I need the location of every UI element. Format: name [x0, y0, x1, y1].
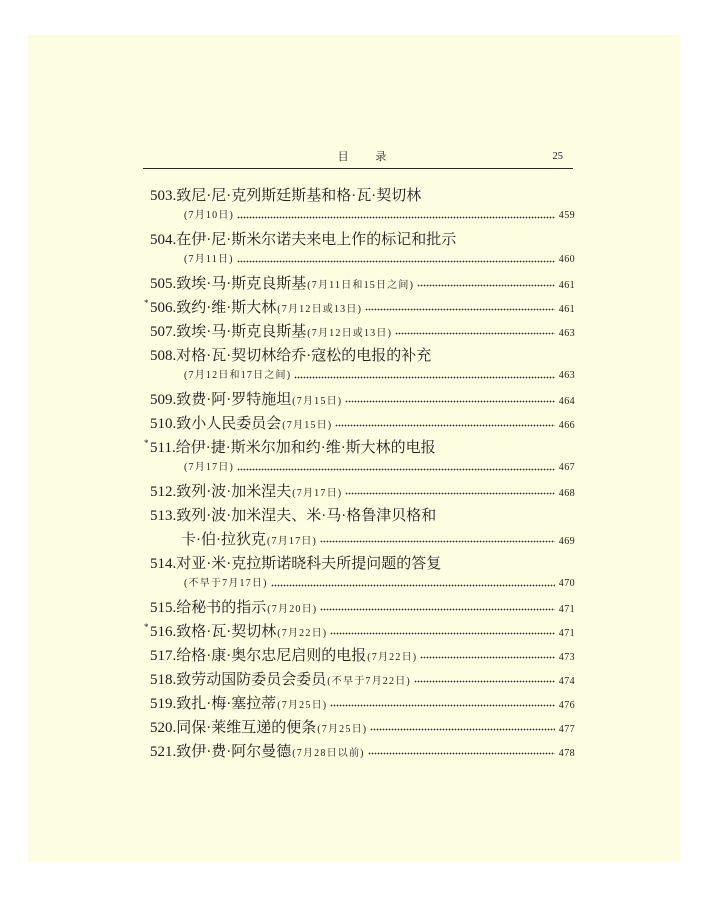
entry-date: (7月11日): [184, 254, 234, 265]
toc-line: [150, 644, 575, 668]
entry-number: 517.: [150, 648, 177, 664]
toc-line: [150, 596, 575, 620]
entry-title: 给格·康·奥尔忠尼启则的电报: [176, 648, 367, 664]
toc-entry: [150, 716, 575, 740]
toc-line: [150, 412, 575, 436]
dot-leader: [237, 204, 555, 228]
entry-page-number: 471: [558, 604, 575, 615]
toc-entry: [150, 740, 575, 764]
toc-line: [150, 504, 575, 528]
entry-title: 对格·瓦·契切林给乔·寇松的电报的补充: [176, 348, 432, 364]
entry-number: 503.: [150, 188, 177, 204]
entry-number: 519.: [150, 696, 177, 712]
table-of-contents: [144, 184, 575, 764]
toc-entry: [150, 668, 575, 692]
dot-leader: [370, 716, 554, 740]
entry-date: (7月22日): [277, 628, 328, 639]
entry-title: 致埃·马·斯克良斯基: [176, 276, 307, 292]
dot-leader: [237, 248, 555, 272]
toc-line: [150, 272, 575, 296]
running-head: [143, 149, 573, 165]
entry-title: 致小人民委员会: [176, 416, 282, 432]
dot-leader: [237, 456, 555, 480]
dot-leader: [395, 320, 555, 344]
dot-leader: [335, 412, 554, 436]
entry-date: (7月11日和15日之间): [307, 280, 415, 291]
toc-line: [150, 668, 575, 692]
dot-leader: [420, 644, 554, 668]
toc-line: [150, 716, 575, 740]
page-title: 目 录: [337, 151, 399, 163]
entry-date: (7月12日和17日之间): [184, 370, 292, 381]
dot-leader: [345, 388, 554, 412]
entry-number: 505.: [150, 276, 177, 292]
entry-title: 同保·莱维互递的便条: [176, 720, 317, 736]
entry-date: (7月17日): [292, 488, 343, 499]
toc-entry: [150, 692, 575, 716]
entry-title: 给伊·捷·斯米尔加和约·维·斯大林的电报: [175, 440, 436, 456]
entry-date: (7月12日或13日): [277, 304, 363, 315]
entry-title: 致列·波·加米涅夫: [176, 484, 292, 500]
toc-entry: [144, 436, 575, 480]
entry-number: 507.: [150, 324, 177, 340]
entry-number: 515.: [150, 600, 177, 616]
toc-continuation-line: [150, 528, 575, 552]
entry-title: 致尼·尼·克列斯廷斯基和格·瓦·契切林: [176, 188, 422, 204]
dot-leader: [320, 596, 554, 620]
toc-line: [150, 740, 575, 764]
entry-page-number: 464: [558, 396, 575, 407]
entry-date: (不早于7月17日): [184, 578, 268, 589]
entry-number: 512.: [150, 484, 177, 500]
entry-number: 521.: [150, 744, 177, 760]
entry-date: (7月22日): [367, 652, 418, 663]
entry-number: 516.: [150, 624, 177, 640]
entry-page-number: 474: [558, 676, 575, 687]
entry-date: (7月12日或13日): [307, 328, 393, 339]
toc-entry: [150, 344, 575, 388]
entry-page-number: 463: [558, 370, 575, 381]
entry-number: 508.: [150, 348, 177, 364]
dot-leader: [330, 692, 554, 716]
toc-entry: [150, 504, 575, 552]
entry-date: (7月10日): [184, 210, 235, 221]
entry-page-number: 460: [558, 254, 575, 265]
entry-date: (7月17日): [184, 462, 235, 473]
toc-entry: [150, 184, 575, 228]
toc-entry: [150, 596, 575, 620]
dot-leader: [414, 668, 555, 692]
dot-leader: [271, 572, 555, 596]
toc-entry: [150, 228, 575, 272]
entry-title: 致格·瓦·契切林: [176, 624, 277, 640]
entry-page-number: 461: [558, 280, 575, 291]
new-document-mark: *: [144, 298, 149, 308]
toc-continuation-line: [150, 248, 575, 272]
entry-page-number: 466: [558, 420, 575, 431]
toc-entry: [150, 480, 575, 504]
entry-number: 520.: [150, 720, 177, 736]
entry-title: 致费·阿·罗特施坦: [176, 392, 292, 408]
toc-continuation-line: [150, 364, 575, 388]
entry-page-number: 463: [558, 328, 575, 339]
toc-entry: [150, 320, 575, 344]
entry-title: 致劳动国防委员会委员: [176, 672, 327, 688]
dot-leader: [320, 528, 555, 552]
toc-entry: [150, 388, 575, 412]
dot-leader: [294, 364, 555, 388]
dot-leader: [345, 480, 554, 504]
entry-title: 在伊·尼·斯米尔诺夫来电上作的标记和批示: [176, 232, 457, 248]
toc-line: [150, 480, 575, 504]
entry-number: 509.: [150, 392, 177, 408]
entry-number: 511.: [150, 440, 176, 456]
new-document-mark: *: [144, 438, 149, 448]
entry-date: (7月20日): [267, 604, 318, 615]
toc-line: [150, 388, 575, 412]
entry-title: 卡·伯·拉狄克: [181, 532, 266, 548]
entry-number: 510.: [150, 416, 177, 432]
toc-entry: [150, 552, 575, 596]
entry-title: 致伊·费·阿尔曼德: [176, 744, 292, 760]
entry-number: 513.: [150, 508, 177, 524]
entry-page-number: 477: [558, 724, 575, 735]
dot-leader: [368, 740, 555, 764]
toc-entry: [144, 296, 575, 320]
dot-leader: [330, 620, 554, 644]
entry-date: (7月25日): [317, 724, 368, 735]
entry-page-number: 470: [558, 578, 575, 589]
entry-title: 致列·波·加米涅夫、米·马·格鲁津贝格和: [176, 508, 437, 524]
entry-title: 对亚·米·克拉斯诺晓科夫所提问题的答复: [176, 556, 442, 572]
new-document-mark: *: [144, 622, 149, 632]
entry-number: 518.: [150, 672, 177, 688]
entry-page-number: 476: [558, 700, 575, 711]
entry-page-number: 471: [558, 628, 575, 639]
entry-number: 514.: [150, 556, 177, 572]
header-rule: [143, 168, 573, 169]
dot-leader: [365, 296, 555, 320]
entry-page-number: 473: [558, 652, 575, 663]
entry-date: (7月15日): [292, 396, 343, 407]
entry-date: (7月15日): [282, 420, 333, 431]
entry-page-number: 467: [558, 462, 575, 473]
toc-continuation-line: [150, 456, 575, 480]
entry-date: (不早于7月22日): [327, 676, 411, 687]
toc-line: [144, 296, 575, 320]
toc-continuation-line: [150, 204, 575, 228]
entry-page-number: 468: [558, 488, 575, 499]
entry-title: 致约·维·斯大林: [176, 300, 277, 316]
toc-entry: [150, 272, 575, 296]
entry-number: 506.: [150, 300, 177, 316]
toc-line: [150, 692, 575, 716]
entry-page-number: 461: [558, 304, 575, 315]
toc-entry: [150, 644, 575, 668]
entry-date: (7月28日以前): [292, 748, 365, 759]
entry-title: 致扎·梅·塞拉蒂: [176, 696, 277, 712]
toc-line: [144, 620, 575, 644]
entry-title: 给秘书的指示: [176, 600, 267, 616]
toc-line: [150, 320, 575, 344]
entry-title: 致埃·马·斯克良斯基: [176, 324, 307, 340]
entry-page-number: 478: [558, 748, 575, 759]
entry-date: (7月17日): [267, 536, 318, 547]
entry-date: (7月25日): [277, 700, 328, 711]
toc-continuation-line: [150, 572, 575, 596]
entry-page-number: 469: [558, 536, 575, 547]
toc-entry: [144, 620, 575, 644]
toc-entry: [150, 412, 575, 436]
page-number: 25: [552, 151, 563, 162]
entry-number: 504.: [150, 232, 177, 248]
dot-leader: [417, 272, 555, 296]
entry-page-number: 459: [558, 210, 575, 221]
